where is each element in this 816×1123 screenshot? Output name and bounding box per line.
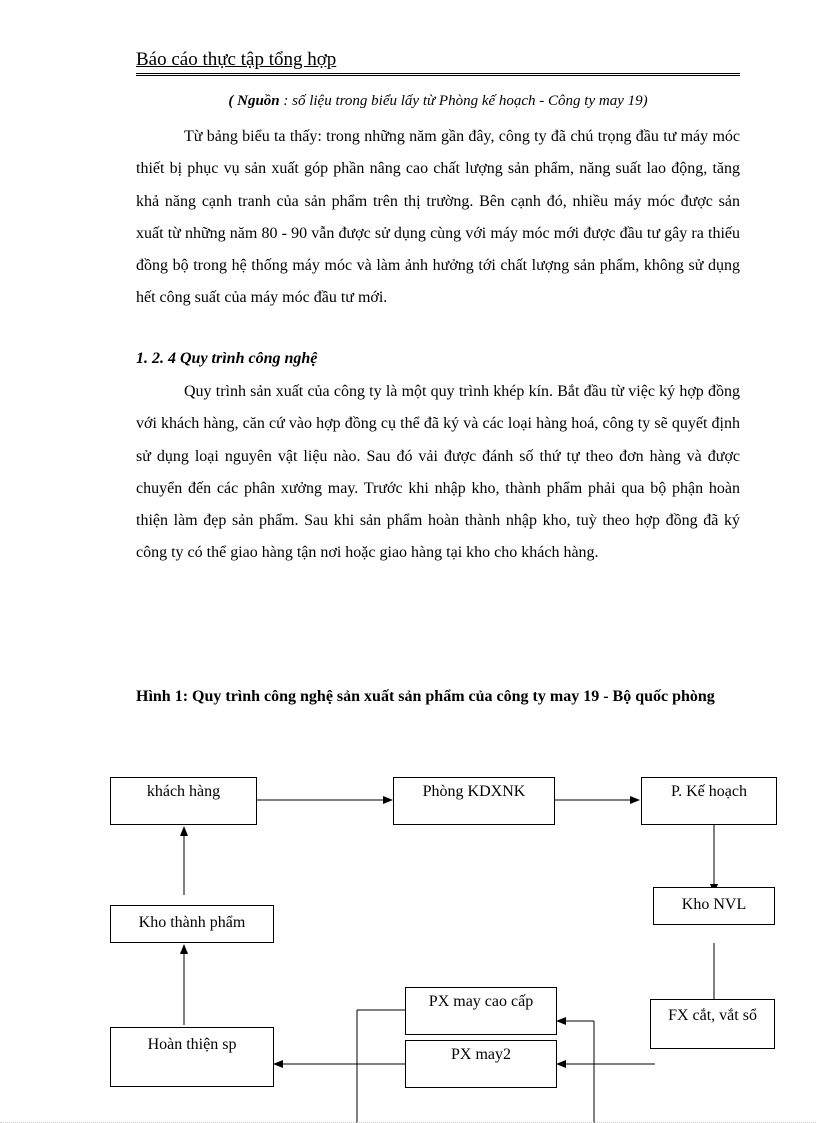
figure-caption: Hình 1: Quy trình công nghệ sản xuất sản phẩm của công ty may 19 - Bộ quốc phòng (136, 688, 715, 705)
box-cutting-label: FX cắt, vắt sổ (668, 1007, 757, 1024)
box-import-export-label: Phòng KDXNK (422, 783, 526, 800)
box-premium-sewing-label: PX may cao cấp (428, 993, 534, 1010)
box-materials-store-label: Kho NVL (681, 896, 747, 913)
paragraph-process: Quy trình sản xuất của công ty là một quy trình khép kín. Bắt đầu từ việc ký hợp đồng với khách hàng, căn cứ vào hợp đồng cụ thể đã ký và các loại hàng hoá, công ty sẽ quyết định sử dụng loại nguyên vật liệu nào. Sau đó vải được đánh số thứ tự theo đơn hàng và được chuyển đến các phân xưởng may. Trước khi nhập kho, thành phẩm phải qua bộ phận hoàn thiện làm đẹp sản phẩm. Sau khi sản phẩm hoàn thành nhập kho, tuỳ theo hợp đồng đã ký công ty có thể giao hàng tận nơi hoặc giao hàng tại kho cho khách hàng. (136, 383, 740, 562)
box-finished-store-label: Kho thành phẩm (138, 914, 246, 931)
section-heading: 1. 2. 4 Quy trình công nghệ (136, 350, 318, 367)
source-text: : số liệu trong biểu lấy từ Phòng kế hoạch - Công ty may 19) (279, 93, 648, 109)
box-premium-sewing (405, 987, 557, 1035)
box-import-export (393, 777, 555, 825)
box-finishing (110, 1027, 274, 1087)
box-materials-store (653, 887, 775, 925)
box-finished-store (110, 905, 274, 943)
report-title: Báo cáo thực tập tổng hợp (136, 49, 337, 70)
box-customer-label: khách hàng (146, 783, 221, 800)
paragraph-equipment: Từ bảng biểu ta thấy: trong những năm gần đây, công ty đã chú trọng đầu tư máy móc thiết bị phục vụ sản xuất góp phần nâng cao chất lượng sản phẩm, năng suất lao động, tăng khả năng cạnh tranh của sản phẩm trên thị trường. Bên cạnh đó, nhiều máy móc được sản xuất từ những năm 80 - 90 vẫn được sử dụng cùng với máy móc mới được đầu tư gây ra thiếu đồng bộ trong hệ thống máy móc và làm ảnh hưởng tới chất lượng sản phẩm, không sử dụng hết công suất của máy móc đầu tư mới. (136, 128, 740, 307)
box-sewing2 (405, 1040, 557, 1088)
box-sewing2-label: PX may2 (451, 1046, 511, 1063)
source-label: ( Nguồn (228, 93, 280, 109)
box-cutting (650, 999, 775, 1049)
box-finishing-label: Hoàn thiện sp (147, 1036, 237, 1053)
box-planning-label: P. Kế hoạch (671, 783, 747, 800)
box-customer (110, 777, 257, 825)
box-planning (641, 777, 777, 825)
